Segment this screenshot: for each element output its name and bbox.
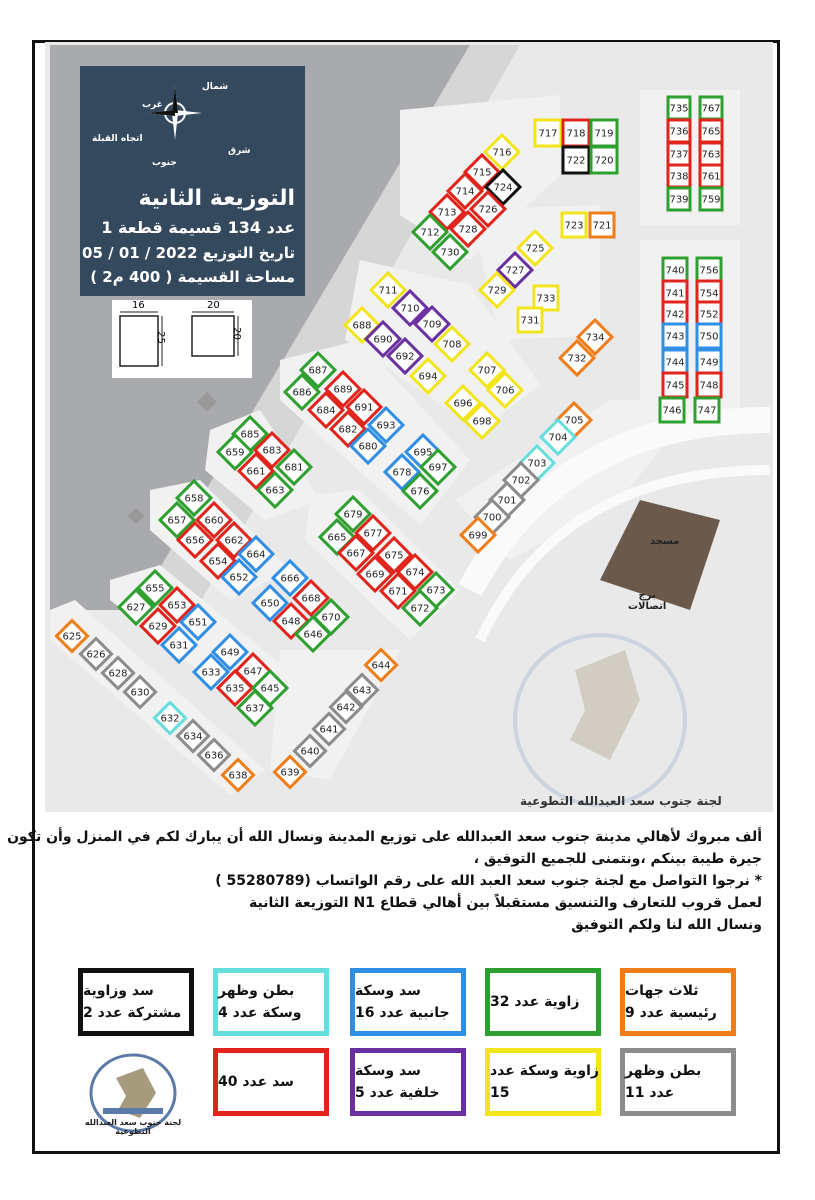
plot-number: 629 (148, 621, 168, 633)
plot-number: 718 (566, 128, 586, 140)
plot-number: 715 (472, 167, 492, 179)
plot-number: 761 (701, 171, 721, 183)
dim-a-length: 25 (154, 331, 166, 344)
plot-number: 650 (260, 598, 280, 610)
plot-739 (668, 188, 690, 210)
plot-number: 731 (520, 315, 540, 327)
plot-number: 708 (442, 339, 462, 351)
plot-number: 667 (346, 548, 366, 560)
plot-number: 686 (292, 387, 312, 399)
dim-b-width: 20 (207, 300, 220, 311)
plot-number: 740 (665, 265, 685, 277)
plot-number: 723 (564, 220, 584, 232)
plot-720 (591, 147, 617, 173)
plot-number: 722 (566, 155, 586, 167)
plot-number: 727 (505, 265, 525, 277)
plot-number: 639 (280, 767, 300, 779)
plot-number: 719 (594, 128, 614, 140)
plot-number: 738 (669, 171, 689, 183)
plot-number: 683 (262, 445, 282, 457)
plot-763 (700, 143, 722, 165)
plot-number: 701 (497, 495, 517, 507)
header-panel (80, 66, 305, 296)
plot-number: 661 (246, 466, 266, 478)
legend-line-2: 15 (490, 1085, 510, 1101)
header-subtitle: عدد 134 قسيمة قطعة 1 (101, 218, 295, 237)
plot-number: 745 (665, 380, 685, 392)
plot-number: 734 (585, 332, 605, 344)
plot-number: 676 (410, 486, 430, 498)
plot-number: 626 (86, 649, 106, 661)
legend-line-1: زاوية عدد 32 (490, 994, 580, 1010)
plot-number: 655 (145, 583, 165, 595)
legend-line-1: ثلاث جهات (625, 983, 699, 999)
plot-number: 634 (183, 731, 203, 743)
legend-dead-end-corner (78, 968, 194, 1036)
plot-number: 756 (699, 265, 719, 277)
plot-number: 748 (699, 380, 719, 392)
legend-three-sides (620, 968, 736, 1036)
plot-number: 642 (336, 702, 356, 714)
map-caption: لجنة جنوب سعد العبدالله التطوعية (520, 794, 722, 808)
compass-north: شمال (202, 82, 229, 92)
plot-number: 689 (333, 384, 353, 396)
plot-number: 670 (321, 612, 341, 624)
plot-number: 765 (701, 126, 721, 138)
plot-number: 662 (224, 535, 244, 547)
plot-number: 677 (363, 528, 383, 540)
plot-number: 763 (701, 149, 721, 161)
plot-740 (663, 258, 687, 282)
plot-737 (668, 143, 690, 165)
header-area: مساحة القسيمة ( 400 م2 ) (90, 268, 295, 286)
plot-number: 651 (188, 617, 208, 629)
legend-line-2: رئيسية عدد 9 (625, 1005, 717, 1021)
plot-number: 649 (220, 647, 240, 659)
plot-747 (695, 398, 719, 422)
plot-number: 714 (455, 186, 475, 198)
plot-736 (668, 120, 690, 142)
plot-number: 643 (352, 685, 372, 697)
plot-number: 759 (701, 194, 721, 206)
legend-corner (485, 968, 601, 1036)
legend-line-1: سد وسكة (355, 1063, 421, 1079)
compass-south: جنوب (152, 158, 177, 168)
plot-number: 663 (265, 485, 285, 497)
plot-number: 743 (665, 331, 685, 343)
plot-number: 627 (126, 602, 146, 614)
plot-number: 726 (478, 204, 498, 216)
plot-number: 632 (160, 713, 180, 725)
plot-number: 671 (388, 586, 408, 598)
plot-number: 724 (493, 182, 513, 194)
plot-number: 652 (229, 572, 249, 584)
plot-number: 664 (246, 549, 266, 561)
plot-761 (700, 165, 722, 187)
plot-number: 628 (108, 668, 128, 680)
plot-number: 725 (525, 243, 545, 255)
telecom-tower-label (628, 590, 666, 612)
plot-dimension-diagrams (112, 300, 252, 378)
plot-735 (668, 97, 690, 119)
plot-number: 711 (378, 285, 398, 297)
plot-number: 739 (669, 194, 689, 206)
plot-number: 709 (422, 319, 442, 331)
legend-front-back (620, 1048, 736, 1116)
plot-744 (663, 350, 687, 374)
plot-743 (663, 324, 687, 348)
legend-corner-lane (485, 1048, 601, 1116)
plot-number: 675 (384, 550, 404, 562)
plot-742 (663, 302, 687, 326)
plot-759 (700, 188, 722, 210)
plot-number: 710 (400, 303, 420, 315)
legend-front-back-side (213, 968, 329, 1036)
plot-number: 657 (167, 515, 187, 527)
plot-number: 688 (352, 320, 372, 332)
plot-number: 742 (665, 309, 685, 321)
legend-line-1: بطن وظهر (625, 1063, 702, 1079)
legend-line-2: جانبية عدد 16 (355, 1005, 450, 1021)
plot-765 (700, 120, 722, 142)
plot-number: 717 (538, 128, 558, 140)
logo-caption: لجنة جنوب سعد العبدالله التطوعية (84, 1118, 182, 1136)
plot-number: 721 (592, 220, 612, 232)
plot-number: 703 (527, 458, 547, 470)
plot-752 (697, 302, 721, 326)
plot-number: 684 (316, 405, 336, 417)
plot-719 (591, 120, 617, 146)
plot-number: 646 (303, 629, 323, 641)
plot-number: 699 (468, 530, 488, 542)
tower-label-line1: برج (638, 590, 656, 601)
plot-number: 659 (225, 447, 245, 459)
message-line-2: جيرة طيبة بينكم ،ونتمنى للجميع التوفيق ، (473, 851, 762, 867)
plot-number: 732 (567, 353, 587, 365)
plot-733 (534, 286, 558, 310)
plot-number: 705 (564, 415, 584, 427)
plot-number: 654 (208, 556, 228, 568)
plot-number: 749 (699, 357, 719, 369)
plot-number: 704 (548, 432, 568, 444)
legend-line-1: سد وسكة (355, 983, 421, 999)
plot-number: 744 (665, 357, 685, 369)
plot-number: 697 (428, 462, 448, 474)
plot-750 (697, 324, 721, 348)
plot-number: 702 (511, 475, 531, 487)
plot-number: 637 (245, 703, 265, 715)
plot-721 (590, 213, 614, 237)
plot-number: 750 (699, 331, 719, 343)
plot-731 (518, 308, 542, 332)
legend-line-2: خلفية عدد 5 (355, 1085, 440, 1101)
plot-723 (562, 213, 586, 237)
plot-number: 647 (243, 666, 263, 678)
plot-722 (563, 147, 589, 173)
plot-number: 678 (392, 467, 412, 479)
plot-number: 660 (204, 515, 224, 527)
legend-line-2: وسكة عدد 4 (218, 1005, 302, 1021)
plot-number: 747 (697, 405, 717, 417)
plot-number: 728 (458, 224, 478, 236)
compass-west: غرب (142, 100, 163, 110)
plot-767 (700, 97, 722, 119)
plot-number: 736 (669, 126, 689, 138)
legend-dead-end-back (350, 1048, 466, 1116)
plot-number: 752 (699, 309, 719, 321)
legend-dead-end-side (350, 968, 466, 1036)
dim-a-width: 16 (132, 300, 145, 311)
compass-icon (140, 78, 210, 148)
plot-number: 737 (669, 149, 689, 161)
plot-number: 625 (62, 631, 82, 643)
plot-number: 635 (225, 683, 245, 695)
plot-number: 672 (410, 603, 430, 615)
plot-number: 633 (201, 667, 221, 679)
legend-line-1: سد عدد 40 (218, 1074, 294, 1090)
plot-number: 653 (167, 600, 187, 612)
plot-number: 691 (354, 402, 374, 414)
plot-number: 673 (426, 585, 446, 597)
plot-number: 630 (130, 687, 150, 699)
plot-number: 658 (184, 493, 204, 505)
plot-number: 682 (338, 424, 358, 436)
plot-number: 713 (437, 207, 457, 219)
plot-number: 706 (495, 385, 515, 397)
plot-number: 693 (376, 420, 396, 432)
plot-756 (697, 258, 721, 282)
message-line-5: ونسال الله لنا ولكم التوفيق (571, 917, 762, 933)
plot-number: 645 (260, 683, 280, 695)
plot-number: 631 (169, 640, 189, 652)
plot-number: 754 (699, 288, 719, 300)
plot-number: 730 (440, 247, 460, 259)
plot-717 (535, 120, 561, 146)
legend-dead-end (213, 1048, 329, 1116)
plot-number: 679 (343, 509, 363, 521)
header-title: التوزيعة الثانية (138, 186, 295, 211)
plot-number: 690 (373, 334, 393, 346)
message-line-1: ألف مبروك لأهالي مدينة جنوب سعد العبدالله على توزيع المدينة ونسال الله أن يبارك لكم في المنزل وأن تكون (7, 829, 762, 845)
plot-number: 674 (405, 567, 425, 579)
dim-b-length: 20 (230, 327, 242, 340)
plot-number: 648 (281, 616, 301, 628)
plot-number: 696 (453, 398, 473, 410)
plot-number: 767 (701, 103, 721, 115)
plot-number: 712 (420, 227, 440, 239)
plot-718 (563, 120, 589, 146)
plot-number: 636 (204, 750, 224, 762)
plot-number: 680 (358, 441, 378, 453)
tower-label-line2: اتصالات (628, 601, 667, 612)
plot-number: 665 (327, 532, 347, 544)
plot-number: 716 (492, 147, 512, 159)
message-line-4: لعمل قروب للتعارف والتنسيق مستقبلاً بين أهالي قطاع N1 التوزيعة الثانية (248, 895, 762, 911)
plot-number: 746 (662, 405, 682, 417)
plot-number: 694 (418, 371, 438, 383)
plot-738 (668, 165, 690, 187)
plot-number: 638 (228, 770, 248, 782)
compass-east: شرق (228, 146, 251, 156)
legend-line-2: مشتركة عدد 2 (83, 1005, 182, 1021)
plot-number: 707 (477, 365, 497, 377)
plot-number: 698 (472, 416, 492, 428)
plot-number: 666 (280, 573, 300, 585)
message-line-3: * نرجوا التواصل مع لجنة جنوب سعد العبد الله على رقم الواتساب (55280789 ) (215, 873, 762, 889)
plot-number: 700 (482, 512, 502, 524)
plot-number: 640 (300, 746, 320, 758)
plot-number: 692 (395, 351, 415, 363)
plot-number: 735 (669, 103, 689, 115)
mosque-label: مسجد (650, 536, 680, 547)
plot-749 (697, 350, 721, 374)
plot-748 (697, 373, 721, 397)
announcement-text (7, 826, 762, 936)
plot-number: 669 (365, 569, 385, 581)
plot-number: 641 (319, 724, 339, 736)
plot-745 (663, 373, 687, 397)
plot-number: 687 (308, 365, 328, 377)
legend-line-1: سد وزاوية (83, 983, 154, 999)
plot-number: 656 (185, 535, 205, 547)
legend-line-1: زاوية وسكة عدد (490, 1063, 599, 1079)
plot-number: 681 (284, 462, 304, 474)
plot-number: 720 (594, 155, 614, 167)
plot-number: 668 (301, 593, 321, 605)
plot-number: 685 (240, 429, 260, 441)
plot-number: 695 (413, 447, 433, 459)
plot-number: 733 (536, 293, 556, 305)
legend-line-2: عدد 11 (625, 1085, 675, 1101)
plot-number: 729 (487, 285, 507, 297)
legend-line-1: بطن وظهر (218, 983, 295, 999)
plot-746 (660, 398, 684, 422)
header-date: تاريخ التوزيع 2022 / 01 / 05 (82, 244, 295, 262)
plot-number: 741 (665, 288, 685, 300)
plot-number: 644 (371, 660, 391, 672)
compass-qibla: اتجاه القبلة (92, 134, 143, 144)
